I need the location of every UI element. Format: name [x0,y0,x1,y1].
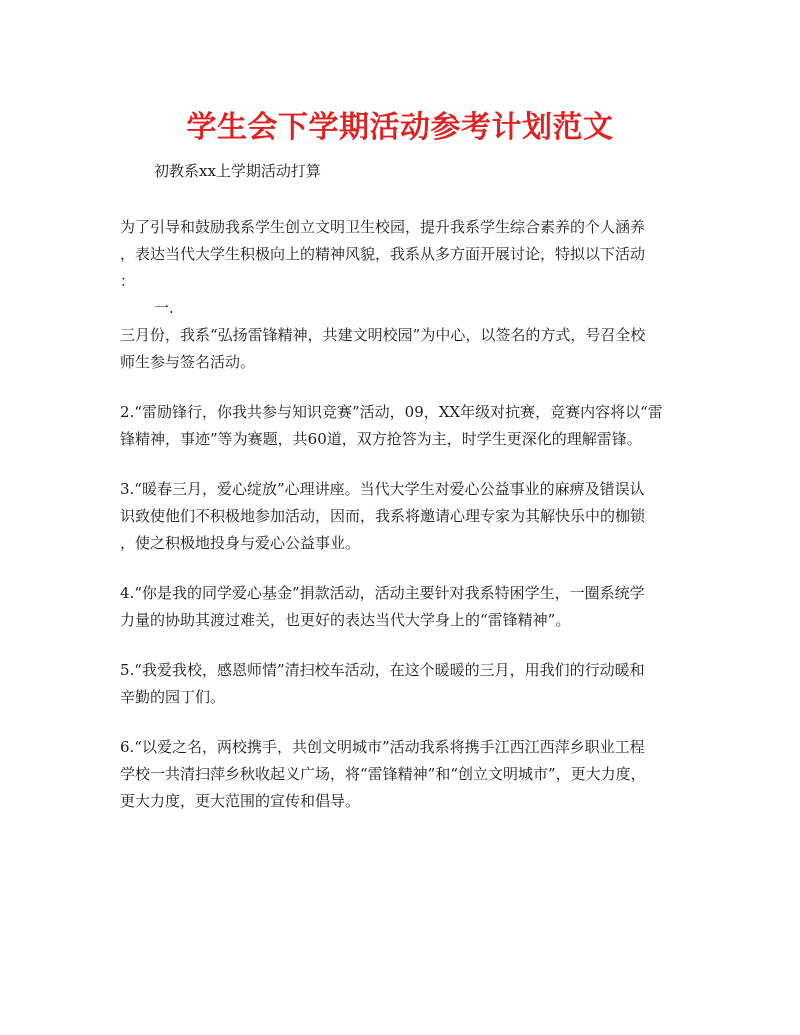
text-line: 6.“以爱之名，两校携手，共创文明城市”活动我系将携手江西江西萍乡职业工程 [120,738,645,756]
text-line: 锋精神，事迹”等为赛题，共60道，双方抢答为主，时学生更深化的理解雷锋。 [120,430,642,448]
text-line: 4.“你是我的同学爱心基金”捐款活动，活动主要针对我系特困学生，一圈系统学 [120,584,645,602]
section-marker: 一. [154,299,174,317]
text-line: 2.“雷励锋行，你我共参与知识竞赛”活动，09，XX年级对抗赛，竞赛内容将以“雷 [120,403,663,421]
text-line: 辛勤的园丁们。 [120,688,226,706]
paragraph-item-1 [120,322,680,376]
text-line: ，表达当代大学生积极向上的精神风貌，我系从多方面开展讨论，特拟以下活动 [120,245,646,263]
text-line: 更大力度，更大范围的宣传和倡导。 [120,792,361,810]
paragraph-item-3 [120,476,680,557]
text-line: 为了引导和鼓励我系学生创立文明卫生校园，提升我系学生综合素养的个人涵养 [120,218,646,236]
paragraph-intro [120,214,680,295]
document-title: 学生会下学期活动参考计划范文 [186,110,614,145]
paragraph-item-4 [120,580,680,634]
text-line: ，使之积极地投身与爱心公益事业。 [120,534,361,552]
text-line: 师生参与签名活动。 [120,353,256,371]
text-line: 5.“我爱我校，感恩师情”清扫校车活动，在这个暖暖的三月，用我们的行动暖和 [120,661,645,679]
document-body [120,214,680,815]
paragraph-item-5 [120,657,680,711]
text-line: 力量的协助其渡过难关，也更好的表达当代大学身上的“雷锋精神”。 [120,611,571,629]
text-line: 三月份，我系“弘扬雷锋精神，共建文明校园”为中心，以签名的方式，号召全校 [120,326,646,344]
text-line: ： [120,272,136,290]
text-line: 学校一共清扫萍乡秋收起义广场，将“雷锋精神”和“创立文明城市”，更大力度， [120,765,646,783]
paragraph-item-6 [120,734,680,815]
paragraph-item-2 [120,399,680,453]
text-line: 3.“暖春三月，爱心绽放”心理讲座。当代大学生对爱心公益事业的麻痹及错误认 [120,480,645,498]
document-subtitle: 初教系xx上学期活动打算 [154,162,321,180]
text-line: 识致使他们不积极地参加活动，因而，我系将邀请心理专家为其解快乐中的枷锁 [120,507,646,525]
